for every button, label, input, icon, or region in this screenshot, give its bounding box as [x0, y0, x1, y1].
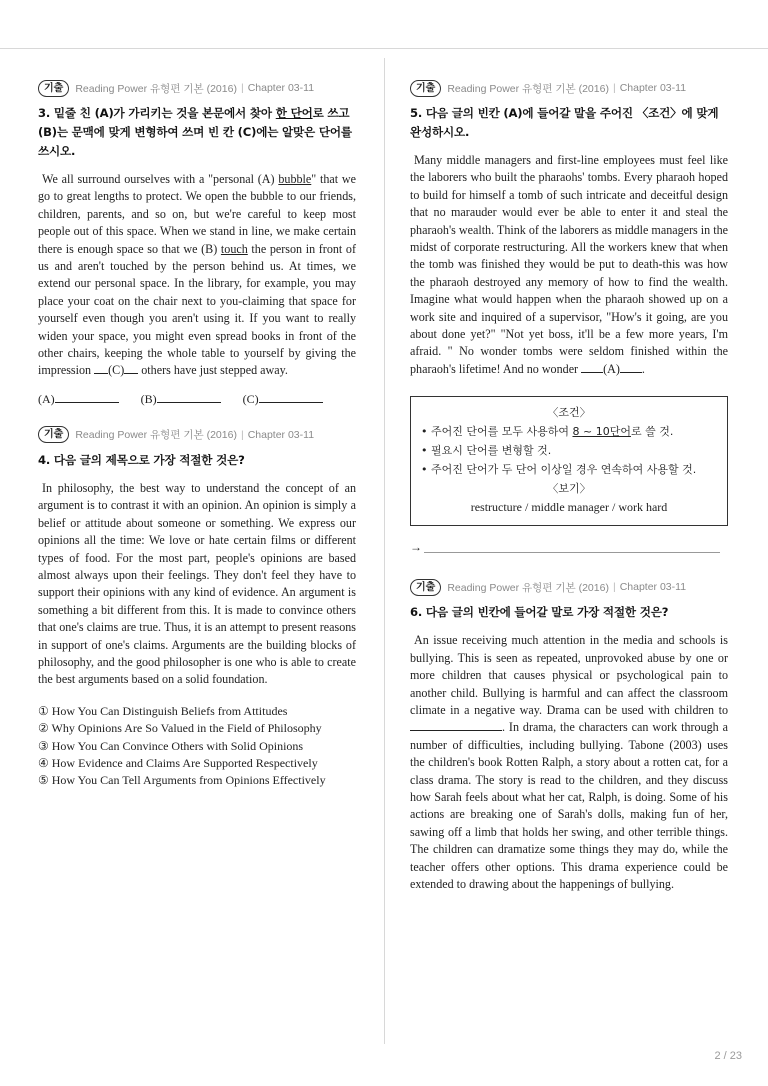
question-3-passage: We all surround ourselves with a "personal (A) bubble" that we go to great lengths to protect. We open the bubble to our friends, children, parents, and so on, but we're careful to keep most people out of this space. When we stand in line, we make certain there is enough space so that we (B) touch the person in front of us and aren't touched by the person behind us. At times, we extend our personal space. In the library, for example, you may place your coat on the chair next to you-claiming that space for yourself even though you aren't using it. If you want to really widen your space, you might even spread books in front of the other chairs, keeping the whole table to yourself by giving the impression (C) others have just stepped away.: [38, 172, 356, 378]
choice-3[interactable]: ③ How You Can Convince Others with Solid Opinions: [38, 738, 304, 753]
source-label: Reading Power 유형편 기본 (2016): [75, 429, 237, 442]
question-6-title: 6. 다음 글의 빈칸에 들어갈 말로 가장 적절한 것은?: [410, 605, 669, 620]
condition-item: • 주어진 단어를 모두 사용하여 8 ~ 10단어로 쓸 것.: [421, 425, 674, 439]
chapter-label: Chapter 03-11: [619, 581, 687, 594]
question-3-answer-blanks: [38, 392, 356, 407]
question-5-title: 5. 다음 글의 빈칸 (A)에 들어갈 말을 주어진 〈조건〉에 맞게 완성하시오.: [410, 106, 719, 139]
exam-badge: 기출: [410, 80, 441, 97]
question-4-passage: In philosophy, the best way to understand the concept of an argument is to contrast it with an opinion. An opinion is simply a belief or attitude about someone or something. We express our opinions all the time: We love or hate certain films or different types of food. For the most part, people's opinions are based almost always upon their feelings. They don't feel they have to support their opinions with any kind of evidence. An argument is something a bit different from this. It is made to convince others that one's claims are true. Thus, it is an attempt to present reasons in support of one's claims. Arguments are the building blocks of philosophy, and the good philosopher is one who is able to create the best arguments based on a solid foundation.: [38, 480, 356, 687]
question-4-choices: [38, 703, 356, 790]
question-4-tag: 기출 Reading Power 유형편 기본 (2016) | Chapter 03-11: [38, 425, 356, 445]
left-column: [38, 78, 356, 790]
exam-badge: 기출: [38, 80, 69, 97]
choice-4[interactable]: ④ How Evidence and Claims Are Supported Respectively: [38, 755, 318, 770]
choice-2[interactable]: ② Why Opinions Are So Valued in the Field of Philosophy: [38, 721, 322, 736]
exam-badge: 기출: [38, 426, 69, 443]
word-bank: restructure / middle manager / work hard: [470, 500, 668, 515]
source-label: Reading Power 유형편 기본 (2016): [447, 82, 609, 95]
word-bank-title: 〈보기〉: [547, 482, 591, 496]
chapter-label: Chapter 03-11: [619, 82, 687, 94]
right-column: [410, 78, 728, 893]
condition-box: [410, 396, 728, 526]
question-6-passage: An issue receiving much attention in the media and schools is bullying. This is seen as repeated, unprovoked abuse by one or more children that causes physical or psychological pain to another child. Bullying is harmful and can affect the classroom climate in a negative way. Drama can be used with children to . In drama, the characters can work through a number of difficulties, including bullying. Tabone (2003) uses the children's book Rotten Ralph, a story about a rotten cat, for a class drama. The story is read to the children, and they discuss how Sarah feels about what her cat, Ralph, is doing. Some of his actions are breaking one of Sarah's dolls, making fun of her, sawing off a limb that holds her swing, and other terrible things. The children can dramatize some things they may do, while the teacher offers other options. This drama experience could be extended to drawing about the happenings of bullying.: [410, 633, 728, 891]
condition-item: • 주어진 단어가 두 단어 이상일 경우 연속하여 사용할 것.: [421, 463, 697, 477]
question-5-tag: 기출 Reading Power 유형편 기본 (2016) | Chapter 03-11: [410, 78, 728, 98]
source-label: Reading Power 유형편 기본 (2016): [447, 581, 609, 594]
question-4-title: 4. 다음 글의 제목으로 가장 적절한 것은?: [38, 452, 245, 467]
exam-badge: 기출: [410, 579, 441, 596]
condition-title: 〈조건〉: [547, 406, 591, 420]
chapter-label: Chapter 03-11: [247, 428, 315, 441]
header-rule: [0, 48, 768, 49]
condition-item: • 필요시 단어를 변형할 것.: [421, 444, 552, 458]
answer-c[interactable]: (C): [243, 392, 323, 407]
arrow-icon: →: [410, 540, 422, 555]
column-divider: [384, 58, 385, 1044]
chapter-label: Chapter 03-11: [247, 82, 315, 94]
choice-1[interactable]: ① How You Can Distinguish Beliefs from Attitudes: [38, 703, 288, 718]
choice-5[interactable]: ⑤ How You Can Tell Arguments from Opinions Effectively: [38, 773, 326, 788]
source-label: Reading Power 유형편 기본 (2016): [75, 82, 237, 95]
question-6-tag: 기출 Reading Power 유형편 기본 (2016) | Chapter 03-11: [410, 577, 728, 597]
question-3-title: 3. 밑줄 친 (A)가 가리키는 것을 본문에서 찾아 한 단어로 쓰고 (B)는 문맥에 맞게 변형하여 쓰며 빈 칸 (C)에는 알맞은 단어를 쓰시오.: [38, 106, 352, 158]
question-5-answer-line[interactable]: [410, 540, 728, 555]
question-5-passage: Many middle managers and first-line employees must feel like the laborers who built the pharaohs' tombs. Every pharaoh hoped to build for himself a tomb of such intricate and deceitful design that no marauder would ever be able to enter it and steal the pharaoh's wealth. Think of the laborers as middle managers in the midst of corporate restructuring. All the workers knew that when the tomb was finished they would be put to death-this was how the pharaoh destroyed any memory of how to find the wealth. Imagine what would happen when the pharaoh showed up on a work site and inquired of a supervisor, "How's it going, are you about done yet?" "Not yet boss, it'll be a few more years, I'm afraid. " No wonder tombs were seldom finished within the pharaoh's lifetime! And no wonder (A) .: [410, 153, 728, 376]
answer-a[interactable]: (A): [38, 392, 119, 407]
page-number: 2 / 23: [714, 1050, 742, 1062]
question-3-tag: 기출 Reading Power 유형편 기본 (2016) | Chapter 03-11: [38, 78, 356, 98]
answer-b[interactable]: (B): [141, 392, 221, 407]
